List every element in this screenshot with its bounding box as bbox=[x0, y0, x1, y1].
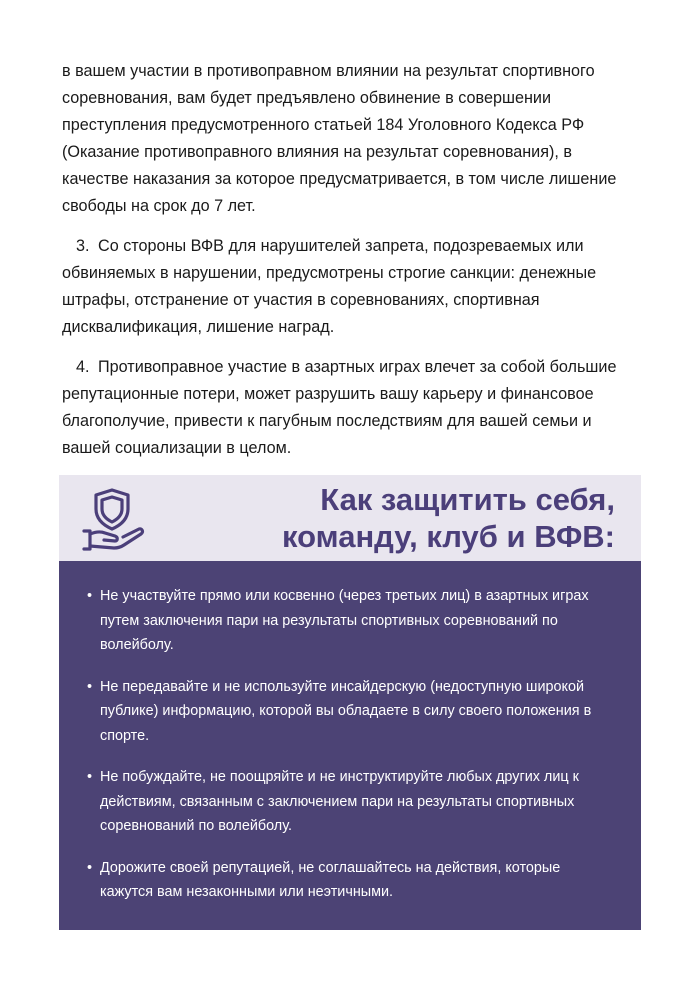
bullet-dot: • bbox=[87, 588, 93, 604]
paragraph-4 bbox=[62, 354, 638, 462]
paragraph-number: 3. bbox=[76, 237, 90, 255]
protection-box-body bbox=[59, 561, 641, 930]
bullet-text: Дорожите своей репутацией, не соглашайтесь на действия, которые кажутся вам незаконными или неэтичными. bbox=[100, 859, 561, 900]
bullet-dot: • bbox=[87, 769, 93, 785]
protection-box-title bbox=[282, 481, 615, 555]
protection-box-header bbox=[59, 475, 641, 561]
paragraph-number: 4. bbox=[76, 358, 90, 376]
bullet-dot: • bbox=[87, 859, 93, 876]
paragraph-text: в вашем участии в противоправном влиянии на результат спортивного соревнования, вам будет предъявлено обвинение в совершении преступления предусмотренного статьей 184 Уголовного Кодекса РФ (Оказание противоправного влияния на результат соревнования), в качестве наказания за которое предусматривается, в том числе лишение свободы на срок до 7 лет. bbox=[62, 62, 617, 215]
bullet-list bbox=[87, 584, 611, 922]
paragraph-3 bbox=[62, 233, 638, 341]
bullet-text: Не передавайте и не используйте инсайдерскую (недоступную широкой публике) информацию, которой вы обладаете в силу своего положения в спорте. bbox=[100, 678, 592, 744]
bullet-text: Не участвуйте прямо или косвенно (через третьих лиц) в азартных играх путем заключения пари на результаты спортивных соревнований по волейболу. bbox=[100, 588, 589, 653]
list-item bbox=[87, 856, 611, 905]
title-line-2: команду, клуб и ВФВ: bbox=[282, 519, 615, 554]
body-text bbox=[62, 58, 638, 475]
paragraph-text: Противоправное участие в азартных играх влечет за собой большие репутационные потери, может разрушить вашу карьеру и финансовое благополучие, привести к пагубным последствиям для вашей семьи и вашей социализации в целом. bbox=[62, 358, 617, 457]
bullet-text: Не побуждайте, не поощряйте и не инструктируйте любых других лиц к действиям, связанным с заключением пари на результаты спортивных соревнований по волейболу. bbox=[100, 769, 579, 834]
list-item bbox=[87, 675, 611, 749]
bullet-dot: • bbox=[87, 678, 93, 695]
list-item bbox=[87, 584, 611, 658]
shield-hand-icon bbox=[81, 487, 147, 551]
list-item bbox=[87, 765, 611, 839]
paragraph-continued bbox=[62, 58, 638, 220]
paragraph-text: Со стороны ВФВ для нарушителей запрета, подозреваемых или обвиняемых в нарушении, предусмотрены строгие санкции: денежные штрафы, отстранение от участия в соревнованиях, спортивная дисквалификация, лишение наград. bbox=[62, 237, 597, 336]
title-line-1: Как защитить себя, bbox=[320, 482, 615, 517]
